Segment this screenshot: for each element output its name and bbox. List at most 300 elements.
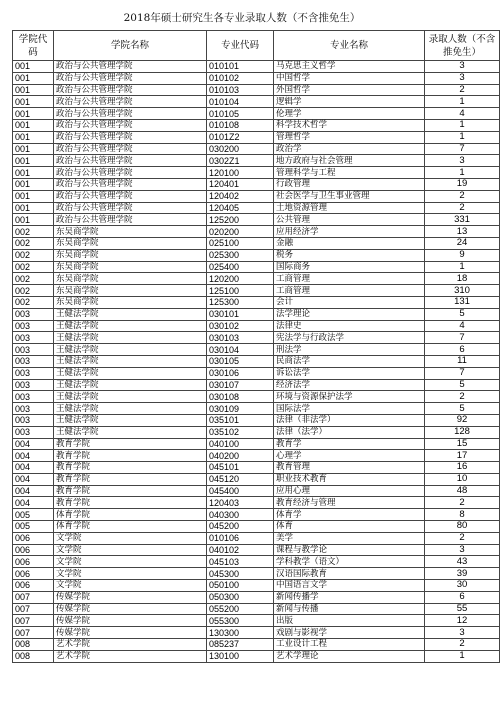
cell-admitted-count: 11	[425, 355, 500, 367]
table-row	[13, 72, 500, 84]
cell-college-code: 002	[13, 261, 54, 273]
cell-admitted-count: 310	[425, 285, 500, 297]
cell-admitted-count: 6	[425, 591, 500, 603]
cell-major-name: 出版	[274, 615, 425, 627]
cell-college-code: 001	[13, 178, 54, 190]
cell-college-name: 文学院	[54, 568, 207, 580]
cell-college-code: 007	[13, 603, 54, 615]
cell-major-code: 030103	[207, 332, 274, 344]
cell-college-code: 004	[13, 473, 54, 485]
table-row	[13, 426, 500, 438]
cell-major-code: 125200	[207, 214, 274, 226]
cell-major-code: 120402	[207, 190, 274, 202]
cell-college-name: 政治与公共管理学院	[54, 202, 207, 214]
cell-admitted-count: 12	[425, 615, 500, 627]
cell-major-code: 050100	[207, 580, 274, 592]
cell-major-name: 诉讼法学	[274, 367, 425, 379]
table-row	[13, 627, 500, 639]
cell-major-code: 040102	[207, 544, 274, 556]
cell-admitted-count: 3	[425, 72, 500, 84]
cell-admitted-count: 17	[425, 450, 500, 462]
cell-major-name: 艺术学理论	[274, 650, 425, 662]
cell-admitted-count: 3	[425, 155, 500, 167]
cell-college-name: 教育学院	[54, 450, 207, 462]
table-row	[13, 285, 500, 297]
table-row	[13, 521, 500, 533]
cell-major-code: 125300	[207, 296, 274, 308]
cell-major-name: 汉语国际教育	[274, 568, 425, 580]
cell-college-code: 003	[13, 320, 54, 332]
table-row	[13, 332, 500, 344]
cell-major-code: 125100	[207, 285, 274, 297]
cell-admitted-count: 18	[425, 273, 500, 285]
cell-admitted-count: 6	[425, 344, 500, 356]
cell-major-name: 地方政府与社会管理	[274, 155, 425, 167]
cell-college-name: 政治与公共管理学院	[54, 96, 207, 108]
cell-college-name: 政治与公共管理学院	[54, 143, 207, 155]
table-row	[13, 485, 500, 497]
cell-major-code: 045300	[207, 568, 274, 580]
cell-college-code: 001	[13, 143, 54, 155]
cell-major-name: 美学	[274, 532, 425, 544]
cell-major-code: 035101	[207, 414, 274, 426]
cell-major-code: 120405	[207, 202, 274, 214]
cell-admitted-count: 331	[425, 214, 500, 226]
cell-admitted-count: 3	[425, 627, 500, 639]
cell-major-name: 管理哲学	[274, 131, 425, 143]
table-row	[13, 320, 500, 332]
cell-major-name: 应用经济学	[274, 226, 425, 238]
cell-major-code: 030109	[207, 403, 274, 415]
cell-college-code: 004	[13, 438, 54, 450]
cell-major-name: 工商管理	[274, 273, 425, 285]
cell-major-code: 0101Z2	[207, 131, 274, 143]
cell-college-code: 002	[13, 237, 54, 249]
cell-college-code: 003	[13, 403, 54, 415]
cell-major-code: 045120	[207, 473, 274, 485]
cell-major-name: 工商管理	[274, 285, 425, 297]
cell-major-code: 010105	[207, 108, 274, 120]
cell-admitted-count: 30	[425, 580, 500, 592]
table-row	[13, 391, 500, 403]
header-major-code: 专业代码	[207, 31, 274, 61]
cell-major-code: 045103	[207, 556, 274, 568]
cell-college-name: 传媒学院	[54, 603, 207, 615]
cell-admitted-count: 2	[425, 497, 500, 509]
cell-college-name: 教育学院	[54, 497, 207, 509]
cell-major-code: 030107	[207, 379, 274, 391]
table-row	[13, 497, 500, 509]
cell-college-code: 006	[13, 556, 54, 568]
cell-admitted-count: 48	[425, 485, 500, 497]
cell-major-code: 030200	[207, 143, 274, 155]
cell-college-code: 006	[13, 544, 54, 556]
cell-major-name: 政治学	[274, 143, 425, 155]
cell-college-name: 政治与公共管理学院	[54, 72, 207, 84]
cell-major-code: 020200	[207, 226, 274, 238]
cell-major-code: 120403	[207, 497, 274, 509]
cell-college-name: 东吴商学院	[54, 249, 207, 261]
cell-admitted-count: 7	[425, 367, 500, 379]
cell-major-code: 010104	[207, 96, 274, 108]
cell-major-name: 教育管理	[274, 462, 425, 474]
cell-major-name: 学科教学（语文）	[274, 556, 425, 568]
cell-admitted-count: 5	[425, 403, 500, 415]
cell-admitted-count: 4	[425, 108, 500, 120]
cell-major-name: 伦理学	[274, 108, 425, 120]
cell-college-name: 王健法学院	[54, 320, 207, 332]
cell-college-code: 006	[13, 580, 54, 592]
cell-college-code: 001	[13, 167, 54, 179]
cell-admitted-count: 55	[425, 603, 500, 615]
cell-college-code: 007	[13, 627, 54, 639]
cell-college-name: 王健法学院	[54, 308, 207, 320]
cell-major-code: 035102	[207, 426, 274, 438]
cell-admitted-count: 92	[425, 414, 500, 426]
cell-major-name: 中国哲学	[274, 72, 425, 84]
table-row	[13, 438, 500, 450]
cell-admitted-count: 80	[425, 521, 500, 533]
cell-college-code: 002	[13, 273, 54, 285]
cell-major-name: 体育	[274, 521, 425, 533]
cell-admitted-count: 24	[425, 237, 500, 249]
cell-admitted-count: 1	[425, 119, 500, 131]
cell-major-name: 心理学	[274, 450, 425, 462]
cell-major-name: 科学技术哲学	[274, 119, 425, 131]
cell-major-code: 025400	[207, 261, 274, 273]
cell-major-code: 055300	[207, 615, 274, 627]
cell-college-code: 001	[13, 202, 54, 214]
cell-admitted-count: 43	[425, 556, 500, 568]
cell-college-name: 王健法学院	[54, 355, 207, 367]
cell-major-code: 010101	[207, 61, 274, 73]
cell-major-code: 085237	[207, 639, 274, 651]
table-row	[13, 249, 500, 261]
cell-college-code: 002	[13, 226, 54, 238]
cell-major-name: 土地资源管理	[274, 202, 425, 214]
header-college-code: 学院代码	[13, 31, 54, 61]
cell-admitted-count: 2	[425, 84, 500, 96]
cell-admitted-count: 1	[425, 650, 500, 662]
table-row	[13, 226, 500, 238]
cell-admitted-count: 1	[425, 261, 500, 273]
cell-admitted-count: 2	[425, 391, 500, 403]
cell-admitted-count: 2	[425, 532, 500, 544]
cell-admitted-count: 5	[425, 308, 500, 320]
cell-college-name: 文学院	[54, 556, 207, 568]
cell-major-name: 刑法学	[274, 344, 425, 356]
table-row	[13, 580, 500, 592]
cell-major-name: 宪法学与行政法学	[274, 332, 425, 344]
table-row	[13, 639, 500, 651]
cell-major-name: 外国哲学	[274, 84, 425, 96]
cell-major-code: 010102	[207, 72, 274, 84]
cell-major-name: 教育经济与管理	[274, 497, 425, 509]
cell-major-name: 行政管理	[274, 178, 425, 190]
table-row	[13, 473, 500, 485]
cell-major-name: 管理科学与工程	[274, 167, 425, 179]
cell-admitted-count: 4	[425, 320, 500, 332]
cell-college-code: 006	[13, 568, 54, 580]
cell-major-name: 民商法学	[274, 355, 425, 367]
cell-major-name: 职业技术教育	[274, 473, 425, 485]
cell-college-name: 王健法学院	[54, 414, 207, 426]
cell-major-code: 040200	[207, 450, 274, 462]
cell-college-name: 政治与公共管理学院	[54, 108, 207, 120]
cell-college-code: 001	[13, 84, 54, 96]
cell-college-code: 003	[13, 308, 54, 320]
cell-college-name: 传媒学院	[54, 591, 207, 603]
cell-admitted-count: 128	[425, 426, 500, 438]
cell-major-name: 应用心理	[274, 485, 425, 497]
cell-major-name: 会计	[274, 296, 425, 308]
cell-college-name: 东吴商学院	[54, 273, 207, 285]
cell-college-code: 006	[13, 532, 54, 544]
cell-college-name: 王健法学院	[54, 332, 207, 344]
cell-major-name: 经济法学	[274, 379, 425, 391]
cell-college-name: 教育学院	[54, 485, 207, 497]
table-row	[13, 178, 500, 190]
cell-college-code: 003	[13, 426, 54, 438]
cell-college-code: 001	[13, 131, 54, 143]
cell-major-name: 教育学	[274, 438, 425, 450]
cell-major-code: 030105	[207, 355, 274, 367]
cell-college-name: 政治与公共管理学院	[54, 61, 207, 73]
table-row	[13, 568, 500, 580]
cell-admitted-count: 7	[425, 332, 500, 344]
cell-college-name: 艺术学院	[54, 639, 207, 651]
cell-college-name: 王健法学院	[54, 367, 207, 379]
table-row	[13, 603, 500, 615]
cell-college-code: 003	[13, 355, 54, 367]
cell-major-name: 法律（法学）	[274, 426, 425, 438]
cell-admitted-count: 10	[425, 473, 500, 485]
table-row	[13, 532, 500, 544]
table-row	[13, 84, 500, 96]
cell-college-code: 001	[13, 108, 54, 120]
cell-college-code: 003	[13, 379, 54, 391]
table-row	[13, 355, 500, 367]
cell-college-name: 政治与公共管理学院	[54, 84, 207, 96]
cell-college-name: 体育学院	[54, 521, 207, 533]
cell-college-code: 003	[13, 332, 54, 344]
cell-major-code: 0302Z1	[207, 155, 274, 167]
cell-admitted-count: 2	[425, 202, 500, 214]
cell-major-name: 国际法学	[274, 403, 425, 415]
cell-college-code: 002	[13, 249, 54, 261]
cell-college-name: 政治与公共管理学院	[54, 214, 207, 226]
cell-major-code: 025300	[207, 249, 274, 261]
cell-college-code: 005	[13, 509, 54, 521]
cell-major-name: 法律史	[274, 320, 425, 332]
admissions-table	[12, 30, 500, 663]
cell-major-code: 120401	[207, 178, 274, 190]
table-row	[13, 237, 500, 249]
table-row	[13, 108, 500, 120]
cell-major-name: 法律（非法学）	[274, 414, 425, 426]
cell-major-code: 055200	[207, 603, 274, 615]
table-row	[13, 261, 500, 273]
cell-college-code: 004	[13, 485, 54, 497]
cell-college-code: 001	[13, 96, 54, 108]
cell-admitted-count: 1	[425, 167, 500, 179]
cell-college-name: 教育学院	[54, 462, 207, 474]
cell-college-name: 王健法学院	[54, 379, 207, 391]
header-admitted-count: 录取人数（不含推免生）	[425, 31, 500, 61]
cell-major-code: 030106	[207, 367, 274, 379]
cell-admitted-count: 2	[425, 639, 500, 651]
cell-major-code: 045200	[207, 521, 274, 533]
cell-admitted-count: 2	[425, 190, 500, 202]
cell-college-code: 001	[13, 155, 54, 167]
cell-admitted-count: 15	[425, 438, 500, 450]
cell-major-name: 课程与教学论	[274, 544, 425, 556]
cell-college-code: 004	[13, 450, 54, 462]
cell-college-code: 002	[13, 285, 54, 297]
cell-major-code: 010103	[207, 84, 274, 96]
cell-college-code: 001	[13, 190, 54, 202]
cell-major-name: 国际商务	[274, 261, 425, 273]
cell-college-name: 东吴商学院	[54, 237, 207, 249]
cell-college-name: 政治与公共管理学院	[54, 155, 207, 167]
cell-college-name: 政治与公共管理学院	[54, 119, 207, 131]
cell-college-code: 002	[13, 296, 54, 308]
cell-college-code: 003	[13, 344, 54, 356]
table-row	[13, 119, 500, 131]
cell-college-name: 政治与公共管理学院	[54, 190, 207, 202]
cell-major-code: 040100	[207, 438, 274, 450]
cell-college-name: 艺术学院	[54, 650, 207, 662]
table-row	[13, 131, 500, 143]
cell-major-name: 公共管理	[274, 214, 425, 226]
cell-major-name: 体育学	[274, 509, 425, 521]
table-row	[13, 367, 500, 379]
cell-college-name: 政治与公共管理学院	[54, 167, 207, 179]
cell-major-code: 010108	[207, 119, 274, 131]
cell-major-code: 030108	[207, 391, 274, 403]
cell-college-name: 王健法学院	[54, 403, 207, 415]
cell-college-code: 004	[13, 462, 54, 474]
table-header-row	[13, 31, 500, 61]
cell-college-name: 体育学院	[54, 509, 207, 521]
cell-admitted-count: 3	[425, 544, 500, 556]
cell-admitted-count: 5	[425, 379, 500, 391]
table-row	[13, 61, 500, 73]
cell-major-code: 050300	[207, 591, 274, 603]
cell-college-code: 003	[13, 414, 54, 426]
cell-major-code: 030102	[207, 320, 274, 332]
cell-major-name: 中国语言文学	[274, 580, 425, 592]
cell-college-code: 003	[13, 367, 54, 379]
cell-college-name: 王健法学院	[54, 426, 207, 438]
cell-college-code: 008	[13, 650, 54, 662]
cell-college-name: 王健法学院	[54, 344, 207, 356]
table-row	[13, 143, 500, 155]
cell-admitted-count: 7	[425, 143, 500, 155]
table-row	[13, 509, 500, 521]
cell-major-code: 120200	[207, 273, 274, 285]
cell-major-code: 040300	[207, 509, 274, 521]
cell-college-code: 004	[13, 497, 54, 509]
cell-college-code: 008	[13, 639, 54, 651]
cell-major-name: 社会医学与卫生事业管理	[274, 190, 425, 202]
cell-major-code: 130100	[207, 650, 274, 662]
header-major-name: 专业名称	[274, 31, 425, 61]
cell-college-code: 003	[13, 391, 54, 403]
cell-college-name: 教育学院	[54, 438, 207, 450]
cell-college-code: 007	[13, 591, 54, 603]
cell-major-name: 新闻与传播	[274, 603, 425, 615]
cell-college-name: 教育学院	[54, 473, 207, 485]
cell-admitted-count: 19	[425, 178, 500, 190]
cell-college-code: 005	[13, 521, 54, 533]
cell-college-name: 传媒学院	[54, 627, 207, 639]
table-row	[13, 214, 500, 226]
cell-college-name: 政治与公共管理学院	[54, 178, 207, 190]
table-row	[13, 155, 500, 167]
cell-college-code: 001	[13, 214, 54, 226]
cell-admitted-count: 131	[425, 296, 500, 308]
cell-admitted-count: 1	[425, 96, 500, 108]
cell-major-name: 戏剧与影视学	[274, 627, 425, 639]
cell-college-code: 001	[13, 119, 54, 131]
cell-major-name: 马克思主义哲学	[274, 61, 425, 73]
document-title: 2018年硕士研究生各专业录取人数（不含推免生）	[123, 12, 361, 24]
cell-major-name: 环境与资源保护法学	[274, 391, 425, 403]
header-college-name: 学院名称	[54, 31, 207, 61]
cell-college-code: 001	[13, 61, 54, 73]
cell-college-code: 001	[13, 72, 54, 84]
table-row	[13, 296, 500, 308]
table-row	[13, 308, 500, 320]
cell-admitted-count: 1	[425, 131, 500, 143]
cell-major-name: 税务	[274, 249, 425, 261]
cell-major-name: 工业设计工程	[274, 639, 425, 651]
table-row	[13, 379, 500, 391]
table-row	[13, 403, 500, 415]
table-row	[13, 167, 500, 179]
cell-major-code: 045400	[207, 485, 274, 497]
cell-admitted-count: 8	[425, 509, 500, 521]
table-body	[13, 61, 500, 663]
cell-college-name: 文学院	[54, 580, 207, 592]
cell-major-name: 新闻传播学	[274, 591, 425, 603]
table-row	[13, 96, 500, 108]
cell-admitted-count: 16	[425, 462, 500, 474]
cell-college-name: 东吴商学院	[54, 226, 207, 238]
cell-college-code: 007	[13, 615, 54, 627]
table-row	[13, 544, 500, 556]
cell-college-name: 文学院	[54, 544, 207, 556]
cell-major-code: 010106	[207, 532, 274, 544]
cell-major-name: 金融	[274, 237, 425, 249]
cell-major-name: 法学理论	[274, 308, 425, 320]
table-row	[13, 556, 500, 568]
table-row	[13, 190, 500, 202]
cell-major-code: 030104	[207, 344, 274, 356]
cell-college-name: 东吴商学院	[54, 285, 207, 297]
cell-college-name: 政治与公共管理学院	[54, 131, 207, 143]
table-row	[13, 591, 500, 603]
cell-college-name: 王健法学院	[54, 391, 207, 403]
cell-major-code: 030101	[207, 308, 274, 320]
cell-major-name: 逻辑学	[274, 96, 425, 108]
cell-admitted-count: 13	[425, 226, 500, 238]
cell-college-name: 东吴商学院	[54, 261, 207, 273]
cell-college-name: 东吴商学院	[54, 296, 207, 308]
table-row	[13, 450, 500, 462]
cell-major-code: 025100	[207, 237, 274, 249]
